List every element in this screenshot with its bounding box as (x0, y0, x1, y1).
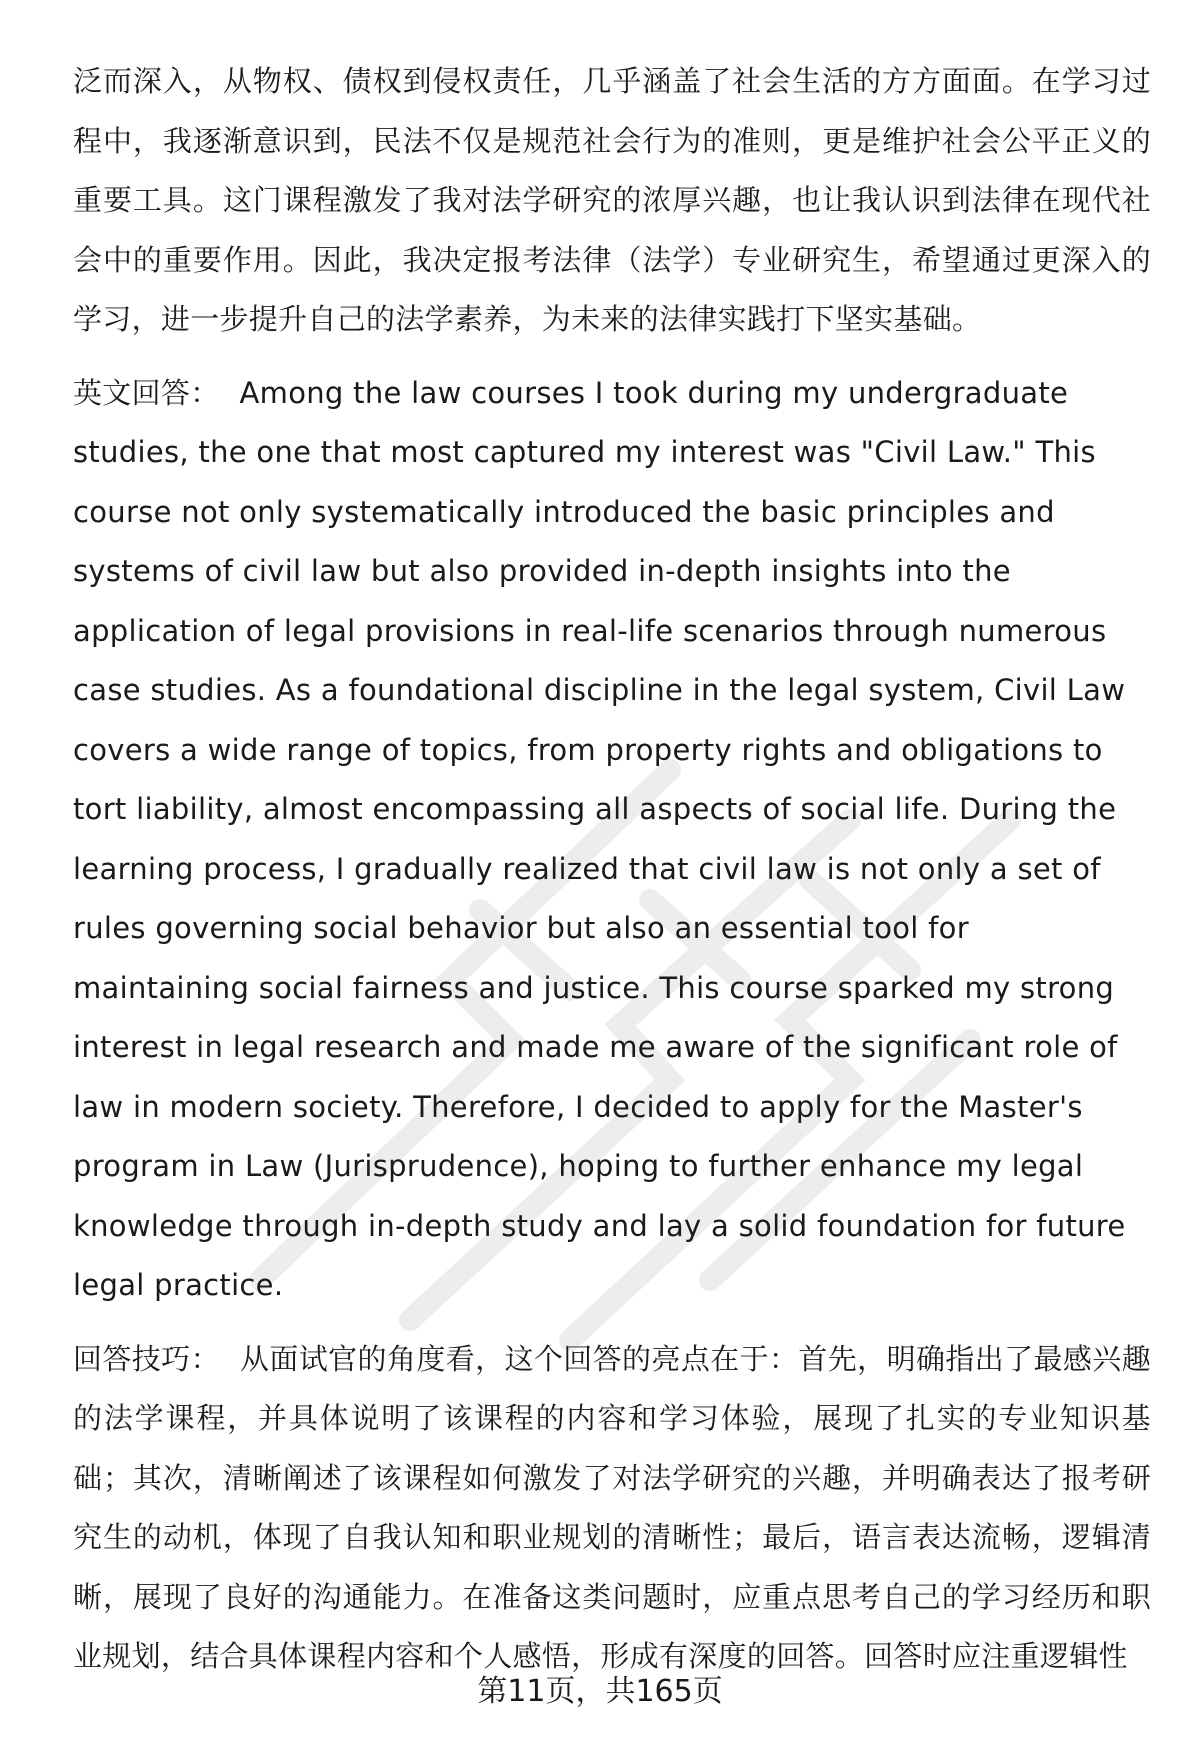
english-answer-paragraph (73, 364, 1151, 1316)
answer-tips-label: 回答技巧： (73, 1341, 220, 1376)
document-body (73, 52, 1151, 1687)
page-number: 第11页，共165页 (477, 1674, 723, 1709)
english-answer-label: 英文回答： (73, 375, 220, 410)
english-answer-text: Among the law courses I took during my undergraduate studies, the one that most captured my interest was "Civil Law." This course not only systematically introduced the basic principles and systems of civil law but also provided in-depth insights into the application of legal provisions in real-life scenarios through numerous case studies. As a foundational discipline in the legal system, Civil Law covers a wide range of topics, from property rights and obligations to tort liability, almost encompassing all aspects of social life. During the learning process, I gradually realized that civil law is not only a set of rules governing social behavior but also an essential tool for maintaining social fairness and justice. This course sparked my strong interest in legal research and made me aware of the significant role of law in modern society. Therefore, I decided to apply for the Master's program in Law (Jurisprudence), hoping to further enhance my legal knowledge through in-depth study and lay a solid foundation for future legal practice. (73, 375, 1126, 1302)
chinese-continuation-paragraph: 泛而深入，从物权、债权到侵权责任，几乎涵盖了社会生活的方方面面。在学习过程中，我逐渐意识到，民法不仅是规范社会行为的准则，更是维护社会公平正义的重要工具。这门课程激发了我对法学研究的浓厚兴趣，也让我认识到法律在现代社会中的重要作用。因此，我决定报考法律（法学）专业研究生，希望通过更深入的学习，进一步提升自己的法学素养，为未来的法律实践打下坚实基础。 (73, 64, 1151, 336)
answer-tips-text: 从面试官的角度看，这个回答的亮点在于：首先，明确指出了最感兴趣的法学课程，并具体说明了该课程的内容和学习体验，展现了扎实的专业知识基础；其次，清晰阐述了该课程如何激发了对法学研究的兴趣，并明确表达了报考研究生的动机，体现了自我认知和职业规划的清晰性；最后，语言表达流畅，逻辑清晰，展现了良好的沟通能力。在准备这类问题时，应重点思考自己的学习经历和职业规划，结合具体课程内容和个人感悟，形成有深度的回答。回答时应注重逻辑性 (73, 1341, 1151, 1673)
answer-tips-paragraph (73, 1330, 1151, 1687)
